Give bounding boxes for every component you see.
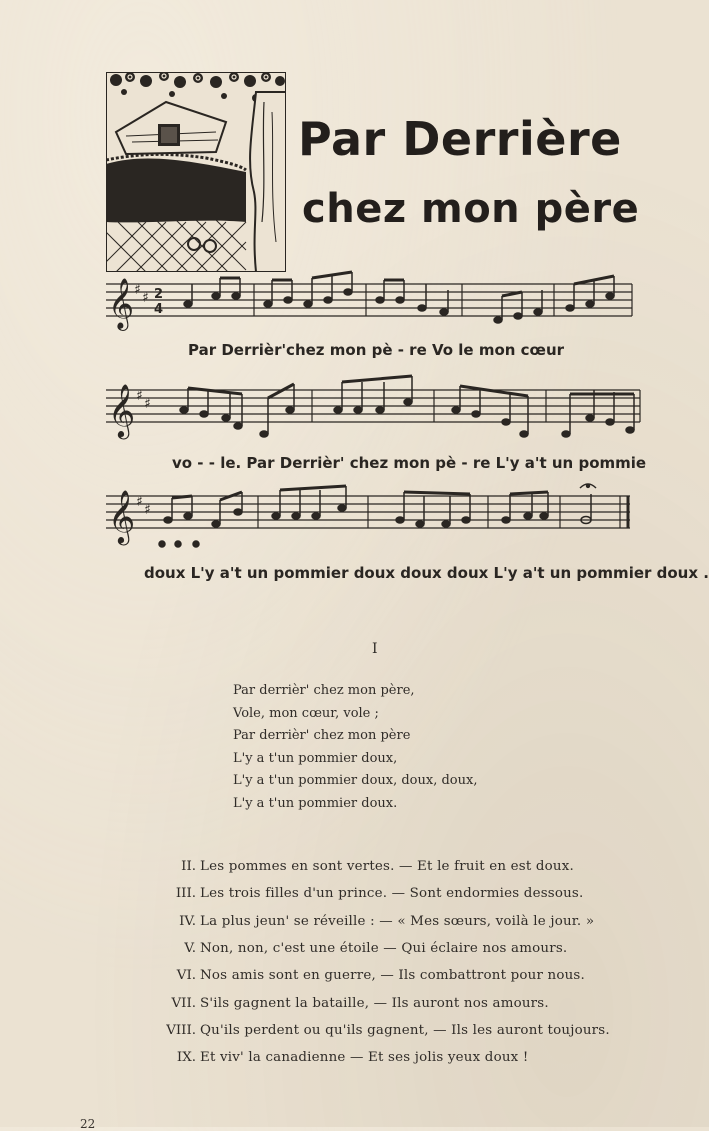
verse-row-text: Les trois filles d'un prince. — Sont endormies dessous. xyxy=(200,886,584,902)
lyric-line-1: Par Derrièr'chez mon pè - re Vo le mon cœur xyxy=(188,341,565,359)
verse-row-number: V. xyxy=(184,941,196,957)
stanza-line: L'y a t'un pommier doux, doux, doux, xyxy=(233,773,478,789)
verse-row-text: La plus jeun' se réveille : — « Mes sœurs, voilà le jour. » xyxy=(200,913,595,929)
stanza-line: Vole, mon cœur, vole ; xyxy=(233,705,379,721)
sharp-icon: ♯ xyxy=(136,494,143,510)
lyric-line-2: vo - - le. Par Derrièr' chez mon pè - re L'y a't un pommie xyxy=(172,454,647,472)
verse-row-number: IX. xyxy=(176,1050,196,1066)
page-number: 22 xyxy=(80,1117,96,1131)
verse-row xyxy=(150,962,620,989)
verse-row xyxy=(150,1017,620,1044)
verse-row-number: IV. xyxy=(179,913,196,929)
sharp-icon: ♯ xyxy=(144,502,151,518)
stanza-line: Par derrièr' chez mon père, xyxy=(233,683,415,698)
verse-row-number: VIII. xyxy=(166,1022,196,1038)
stanza-line: Par derrièr' chez mon père xyxy=(233,728,411,744)
verse-row xyxy=(150,1044,620,1071)
verse-row xyxy=(150,880,620,907)
sharp-icon: ♯ xyxy=(142,290,149,306)
treble-clef-icon: 𝄞 xyxy=(108,278,135,329)
verse-list xyxy=(150,853,620,1071)
song-title-line-1: Par Derrière xyxy=(298,112,622,166)
verse-row-text: Nos amis sont en guerre, — Ils combattront pour nous. xyxy=(200,968,585,984)
music-staff-2 xyxy=(104,368,644,456)
music-staff-1 xyxy=(104,270,636,346)
verse-row-text: Non, non, c'est une étoile — Qui éclaire nos amours. xyxy=(200,941,568,957)
verse-number: I xyxy=(372,641,378,657)
verse-row-text: Qu'ils perdent ou qu'ils gagnent, — Ils les auront toujours. xyxy=(200,1022,610,1038)
stanza-first-verse xyxy=(233,680,477,816)
verse-row xyxy=(150,935,620,962)
treble-clef-icon: 𝄞 xyxy=(108,489,136,543)
stanza-line: L'y a t'un pommier doux. xyxy=(233,795,398,811)
verse-row-number: VII. xyxy=(171,995,196,1011)
verse-row-number: VI. xyxy=(176,968,196,984)
verse-row xyxy=(150,853,620,880)
verse-row-number: II. xyxy=(181,859,196,875)
stanza-line: L'y a t'un pommier doux, xyxy=(233,750,398,766)
verse-row-number: III. xyxy=(175,886,196,902)
verse-row-text: Et viv' la canadienne — Et ses jolis yeux doux ! xyxy=(200,1050,529,1066)
verse-row xyxy=(150,908,620,935)
sharp-icon: ♯ xyxy=(144,396,151,412)
song-title-line-2: chez mon père xyxy=(302,186,640,232)
sharp-icon: ♯ xyxy=(134,282,141,298)
sharp-icon: ♯ xyxy=(136,388,143,404)
lyric-line-3: doux L'y a't un pommier doux doux doux L'y a't un pommier doux . xyxy=(144,564,709,582)
time-signature-bottom: 4 xyxy=(154,302,164,317)
music-staff-3 xyxy=(104,474,634,558)
verse-row xyxy=(150,989,620,1016)
verse-row-text: Les pommes en sont vertes. — Et le fruit en est doux. xyxy=(200,859,574,875)
time-signature-top: 2 xyxy=(154,287,164,302)
verse-row-text: S'ils gagnent la bataille, — Ils auront nos amours. xyxy=(200,995,549,1011)
treble-clef-icon: 𝄞 xyxy=(108,383,136,437)
house-tree-illustration xyxy=(106,72,286,272)
